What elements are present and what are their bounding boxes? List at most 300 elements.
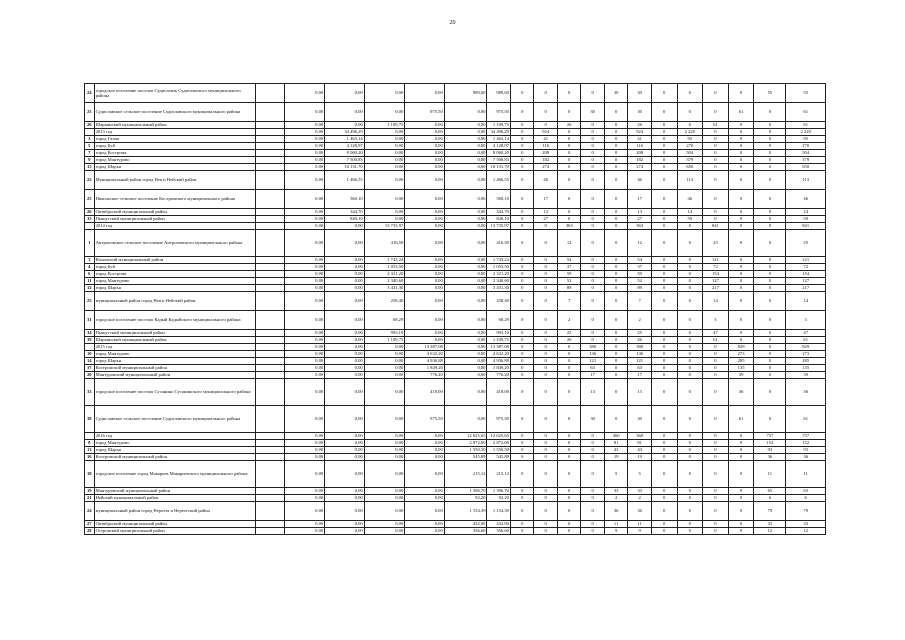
cell-value: 0: [651, 264, 677, 271]
cell-value: 0,00: [284, 190, 325, 209]
cell-value: 39: [786, 372, 826, 379]
cell-value: 270: [677, 143, 703, 150]
cell-value: 841: [786, 223, 826, 230]
cell-value: 0,00: [284, 103, 325, 122]
table-body: [85, 84, 826, 535]
cell-value: 65: [754, 488, 786, 495]
cell-value: 1 053,50: [364, 264, 405, 271]
cell-value: 0: [604, 379, 627, 406]
cell-value: 55: [754, 84, 786, 103]
cell-value: 0: [604, 216, 627, 223]
cell-spacer: [255, 230, 284, 257]
cell-value: 0: [651, 311, 677, 330]
cell-value: 0: [677, 488, 703, 495]
row-name: Пыщугский муниципальный район: [94, 330, 255, 337]
cell-value: 0: [677, 502, 703, 521]
cell-value: 989,60: [487, 84, 510, 103]
cell-spacer: [255, 330, 284, 337]
cell-value: 0,00: [284, 223, 325, 230]
cell-value: 432,00: [487, 521, 510, 528]
cell-value: 6: [754, 495, 786, 502]
cell-value: 0: [651, 351, 677, 358]
cell-value: 0: [557, 344, 580, 351]
cell-value: 0,00: [325, 521, 365, 528]
cell-value: 3: [703, 311, 729, 330]
cell-value: 0,00: [405, 230, 445, 257]
cell-value: 208: [534, 150, 557, 157]
row-name: Мантуровский муниципальный район: [94, 488, 255, 495]
cell-value: 2 340,60: [487, 278, 510, 285]
cell-value: 0: [677, 379, 703, 406]
cell-value: 0: [510, 365, 533, 372]
cell-value: 0: [754, 164, 786, 171]
cell-value: 0: [581, 157, 604, 164]
cell-value: 0: [510, 433, 533, 440]
cell-value: 0: [510, 143, 533, 150]
row-number: 26: [85, 122, 95, 129]
cell-spacer: [255, 406, 284, 433]
cell-value: 0: [581, 164, 604, 171]
cell-value: 0: [754, 330, 786, 337]
cell-value: 0,00: [325, 337, 365, 344]
cell-value: 2 220: [677, 129, 703, 136]
row-name: 2014 год: [94, 223, 255, 230]
cell-value: 0: [754, 285, 786, 292]
cell-value: 0,00: [364, 171, 405, 190]
table-row: [85, 84, 826, 103]
cell-value: 0: [728, 129, 754, 136]
cell-value: 0: [651, 285, 677, 292]
cell-value: 1 154,39: [444, 502, 487, 521]
cell-value: 89: [628, 285, 651, 292]
cell-value: 25: [557, 330, 580, 337]
cell-spacer: [255, 521, 284, 528]
cell-value: 7 500,83: [325, 157, 365, 164]
cell-value: 0: [581, 143, 604, 150]
cell-value: 0: [581, 495, 604, 502]
cell-value: 55: [786, 84, 826, 103]
cell-value: 0: [557, 190, 580, 209]
cell-value: 116: [628, 143, 651, 150]
cell-value: 0: [754, 311, 786, 330]
cell-value: 0,00: [405, 171, 445, 190]
table-row: [85, 150, 826, 157]
cell-value: 89: [557, 285, 580, 292]
cell-value: 0,00: [444, 285, 487, 292]
cell-value: 34 496,29: [487, 129, 510, 136]
cell-value: 0,00: [444, 372, 487, 379]
cell-value: 1 109,75: [364, 337, 405, 344]
cell-value: 0,00: [284, 129, 325, 136]
cell-value: 0: [534, 122, 557, 129]
cell-value: 2 321,20: [364, 271, 405, 278]
cell-value: 0: [754, 223, 786, 230]
cell-value: 37: [557, 264, 580, 271]
cell-value: 0: [581, 136, 604, 143]
cell-value: 0: [728, 521, 754, 528]
cell-value: 13 735,97: [364, 223, 405, 230]
cell-value: 0: [510, 358, 533, 365]
row-number: [85, 433, 95, 440]
cell-spacer: [255, 157, 284, 164]
cell-value: 33: [604, 488, 627, 495]
cell-value: 0: [604, 129, 627, 136]
cell-value: 0: [728, 337, 754, 344]
cell-value: 1 743,24: [487, 257, 510, 264]
cell-value: 0,00: [364, 365, 405, 372]
cell-value: 61: [703, 122, 729, 129]
cell-value: 54: [557, 257, 580, 264]
cell-value: 0: [581, 278, 604, 285]
cell-value: 0: [581, 209, 604, 216]
cell-value: 182: [628, 157, 651, 164]
row-number: 4: [85, 264, 95, 271]
cell-value: 560,10: [487, 190, 510, 209]
cell-value: 0,00: [444, 257, 487, 264]
cell-value: 0,00: [325, 285, 365, 292]
cell-value: 52: [628, 278, 651, 285]
cell-value: 0: [703, 502, 729, 521]
cell-value: 0: [510, 164, 533, 171]
cell-value: 3 431,30: [487, 285, 510, 292]
cell-value: 0: [677, 447, 703, 454]
cell-value: 0: [677, 406, 703, 433]
cell-value: 8 060,20: [325, 150, 365, 157]
cell-value: 3 431,30: [364, 285, 405, 292]
cell-value: 0: [557, 143, 580, 150]
cell-value: 10 131,70: [325, 164, 365, 171]
cell-value: 0,00: [284, 351, 325, 358]
cell-value: 215,12: [444, 461, 487, 488]
table-row: [85, 521, 826, 528]
cell-value: 0,00: [444, 122, 487, 129]
cell-value: 0: [728, 264, 754, 271]
cell-value: 0: [604, 330, 627, 337]
cell-value: 0: [557, 209, 580, 216]
cell-value: 0,00: [405, 150, 445, 157]
cell-value: 0: [651, 157, 677, 164]
cell-value: 0: [557, 216, 580, 223]
cell-value: 0,00: [364, 136, 405, 143]
cell-value: 0: [677, 365, 703, 372]
cell-value: 0: [604, 136, 627, 143]
cell-value: 13 387,08: [405, 344, 445, 351]
cell-value: 30: [581, 103, 604, 122]
cell-value: 0,00: [364, 209, 405, 216]
table-row: [85, 502, 826, 521]
cell-value: 1 463,14: [325, 136, 365, 143]
cell-value: 0: [534, 230, 557, 257]
cell-value: 829: [786, 344, 826, 351]
cell-value: 1 463,14: [487, 136, 510, 143]
cell-value: 5: [628, 461, 651, 488]
cell-value: 0,00: [405, 440, 445, 447]
cell-value: 0: [677, 372, 703, 379]
cell-value: 63: [581, 365, 604, 372]
cell-value: 0: [510, 136, 533, 143]
cell-value: 0: [557, 150, 580, 157]
cell-value: 0: [510, 447, 533, 454]
cell-value: 650: [786, 164, 826, 171]
cell-value: 0: [534, 454, 557, 461]
row-number: 6: [85, 271, 95, 278]
row-number: 3: [85, 257, 95, 264]
cell-value: 0,00: [405, 278, 445, 285]
cell-value: 418,00: [405, 379, 445, 406]
row-name: город Мантурово: [94, 351, 255, 358]
cell-value: 14: [703, 292, 729, 311]
cell-value: 0: [728, 84, 754, 103]
cell-value: 37: [628, 264, 651, 271]
cell-value: 0: [534, 278, 557, 285]
cell-value: 274: [534, 164, 557, 171]
cell-value: 0,00: [364, 164, 405, 171]
cell-spacer: [255, 502, 284, 521]
cell-value: 0,00: [405, 528, 445, 535]
cell-value: 81: [604, 440, 627, 447]
row-number: 25: [85, 103, 95, 122]
cell-value: 12 625,65: [444, 433, 487, 440]
cell-value: 0: [534, 351, 557, 358]
cell-value: 0: [557, 372, 580, 379]
cell-value: 0,00: [444, 337, 487, 344]
cell-value: 33: [786, 521, 826, 528]
cell-value: 0,00: [284, 264, 325, 271]
cell-value: 0,00: [405, 521, 445, 528]
cell-value: 113: [677, 171, 703, 190]
cell-value: 0: [581, 330, 604, 337]
cell-value: 776,20: [487, 372, 510, 379]
cell-value: 0: [703, 358, 729, 365]
cell-value: 0: [677, 528, 703, 535]
cell-spacer: [255, 84, 284, 103]
table-row: [85, 103, 826, 122]
cell-value: 0: [703, 528, 729, 535]
cell-value: 72: [703, 264, 729, 271]
cell-value: 0: [728, 164, 754, 171]
cell-value: 0: [557, 379, 580, 406]
cell-value: 0,00: [364, 129, 405, 136]
cell-value: 81: [628, 440, 651, 447]
cell-value: 0: [534, 257, 557, 264]
cell-value: 8 060,20: [487, 150, 510, 157]
cell-value: 0: [604, 157, 627, 164]
row-name: город Кострома: [94, 271, 255, 278]
row-name: Никольское сельское поселение Костромского муниципального района: [94, 190, 255, 209]
cell-value: 17: [534, 190, 557, 209]
cell-value: 0: [651, 337, 677, 344]
cell-value: 0: [604, 264, 627, 271]
cell-value: 0: [754, 122, 786, 129]
cell-value: 0,00: [405, 257, 445, 264]
table-row: [85, 136, 826, 143]
table-row: [85, 190, 826, 209]
cell-value: 0: [677, 311, 703, 330]
cell-value: 0: [728, 285, 754, 292]
cell-value: 1 396,70: [487, 488, 510, 495]
cell-value: 0: [557, 495, 580, 502]
table-row: [85, 171, 826, 190]
cell-value: 0: [754, 216, 786, 223]
cell-value: 17: [581, 372, 604, 379]
cell-value: 0: [754, 278, 786, 285]
cell-value: 0,00: [284, 488, 325, 495]
row-number: 33: [85, 379, 95, 406]
table-row: [85, 122, 826, 129]
cell-value: 61: [703, 337, 729, 344]
row-name: городское поселение поселок Кадый Кадыйского муниципального района: [94, 311, 255, 330]
cell-value: 2: [604, 495, 627, 502]
row-name: Костромской муниципальный район: [94, 365, 255, 372]
cell-value: 0,00: [284, 311, 325, 330]
row-name: город Шарья: [94, 285, 255, 292]
row-number: 20: [85, 372, 95, 379]
cell-value: 0,00: [325, 271, 365, 278]
cell-value: 545,89: [444, 454, 487, 461]
cell-value: 7: [557, 292, 580, 311]
cell-value: 0,00: [444, 157, 487, 164]
cell-value: 0: [677, 521, 703, 528]
cell-spacer: [255, 150, 284, 157]
cell-spacer: [255, 292, 284, 311]
row-name: 2013 год: [94, 129, 255, 136]
cell-value: 36: [628, 502, 651, 521]
cell-value: 0,00: [325, 103, 365, 122]
cell-value: 0: [581, 311, 604, 330]
cell-value: 0,00: [325, 372, 365, 379]
cell-value: 0,00: [444, 216, 487, 223]
cell-value: 0: [754, 337, 786, 344]
cell-value: 0,00: [444, 136, 487, 143]
row-number: 35: [85, 216, 95, 223]
cell-value: 0,00: [325, 454, 365, 461]
cell-value: 46: [534, 171, 557, 190]
cell-value: 0: [510, 216, 533, 223]
cell-value: 59: [628, 271, 651, 278]
cell-value: 0,00: [284, 440, 325, 447]
cell-value: 841: [703, 223, 729, 230]
cell-value: 0: [703, 372, 729, 379]
cell-value: 41: [628, 136, 651, 143]
cell-value: 0: [510, 344, 533, 351]
cell-value: 0,00: [284, 454, 325, 461]
cell-value: 0: [651, 230, 677, 257]
cell-value: 2 872,00: [444, 440, 487, 447]
cell-value: 0: [510, 330, 533, 337]
cell-value: 0: [510, 292, 533, 311]
cell-spacer: [255, 488, 284, 495]
cell-value: 0: [510, 379, 533, 406]
cell-spacer: [255, 278, 284, 285]
cell-value: 0,00: [284, 379, 325, 406]
cell-value: 0: [581, 502, 604, 521]
cell-value: 360: [628, 433, 651, 440]
table-row: [85, 223, 826, 230]
cell-value: 0: [604, 337, 627, 344]
cell-spacer: [255, 344, 284, 351]
cell-value: 0: [703, 495, 729, 502]
cell-value: 0: [604, 209, 627, 216]
cell-value: 0: [510, 264, 533, 271]
row-name: город Мантурово: [94, 440, 255, 447]
cell-value: 0: [703, 440, 729, 447]
cell-value: 0,00: [325, 365, 365, 372]
cell-value: 0: [677, 344, 703, 351]
cell-value: 0: [651, 365, 677, 372]
table-row: [85, 528, 826, 535]
cell-value: 10 131,70: [487, 164, 510, 171]
cell-value: 11: [754, 461, 786, 488]
cell-value: 14: [786, 209, 826, 216]
cell-value: 0: [754, 257, 786, 264]
cell-value: 975,50: [487, 103, 510, 122]
cell-value: 0: [651, 406, 677, 433]
cell-value: 380: [581, 344, 604, 351]
row-number: 15: [85, 164, 95, 171]
cell-value: 0: [651, 528, 677, 535]
cell-value: 0: [754, 351, 786, 358]
table-row: [85, 257, 826, 264]
cell-value: 432,00: [444, 521, 487, 528]
cell-value: 1 466,55: [487, 171, 510, 190]
row-name: Судиславское сельское поселение Судиславского муниципального района: [94, 103, 255, 122]
cell-value: 61: [786, 406, 826, 433]
cell-value: 121: [581, 358, 604, 365]
cell-value: 0: [557, 157, 580, 164]
cell-value: 46: [628, 171, 651, 190]
cell-value: 0: [604, 223, 627, 230]
cell-value: 2: [557, 311, 580, 330]
cell-spacer: [255, 433, 284, 440]
cell-value: 0: [534, 440, 557, 447]
cell-value: 975,50: [405, 406, 445, 433]
cell-value: 217: [786, 285, 826, 292]
cell-value: 0,00: [444, 330, 487, 337]
cell-value: 72: [786, 264, 826, 271]
cell-value: 757: [786, 433, 826, 440]
cell-spacer: [255, 223, 284, 230]
cell-value: 0: [703, 84, 729, 103]
cell-value: 0,00: [364, 216, 405, 223]
cell-value: 0: [754, 103, 786, 122]
cell-value: 975,50: [487, 406, 510, 433]
cell-value: 2 220: [786, 129, 826, 136]
table-row: [85, 433, 826, 440]
cell-value: 0: [557, 502, 580, 521]
cell-value: 0: [728, 311, 754, 330]
cell-value: 12: [754, 528, 786, 535]
cell-value: 61: [786, 337, 826, 344]
cell-value: 0: [510, 157, 533, 164]
cell-value: 1 550,50: [444, 447, 487, 454]
row-name: муниципальный район город Нерехта и Нерехтский район: [94, 502, 255, 521]
row-name: Шарьинский муниципальный район: [94, 337, 255, 344]
cell-value: 0: [677, 278, 703, 285]
cell-value: 0: [754, 171, 786, 190]
cell-value: 26: [628, 122, 651, 129]
cell-value: 0,00: [325, 122, 365, 129]
cell-value: 0,00: [444, 223, 487, 230]
row-name: город Буй: [94, 143, 255, 150]
row-name: Антроповское сельское поселение Антроповского муниципального района: [94, 230, 255, 257]
cell-value: 0: [557, 164, 580, 171]
cell-value: 2 340,60: [364, 278, 405, 285]
cell-value: 0: [728, 447, 754, 454]
cell-value: 36: [604, 502, 627, 521]
cell-value: 26: [557, 122, 580, 129]
cell-value: 0: [651, 223, 677, 230]
cell-value: 0,00: [364, 157, 405, 164]
